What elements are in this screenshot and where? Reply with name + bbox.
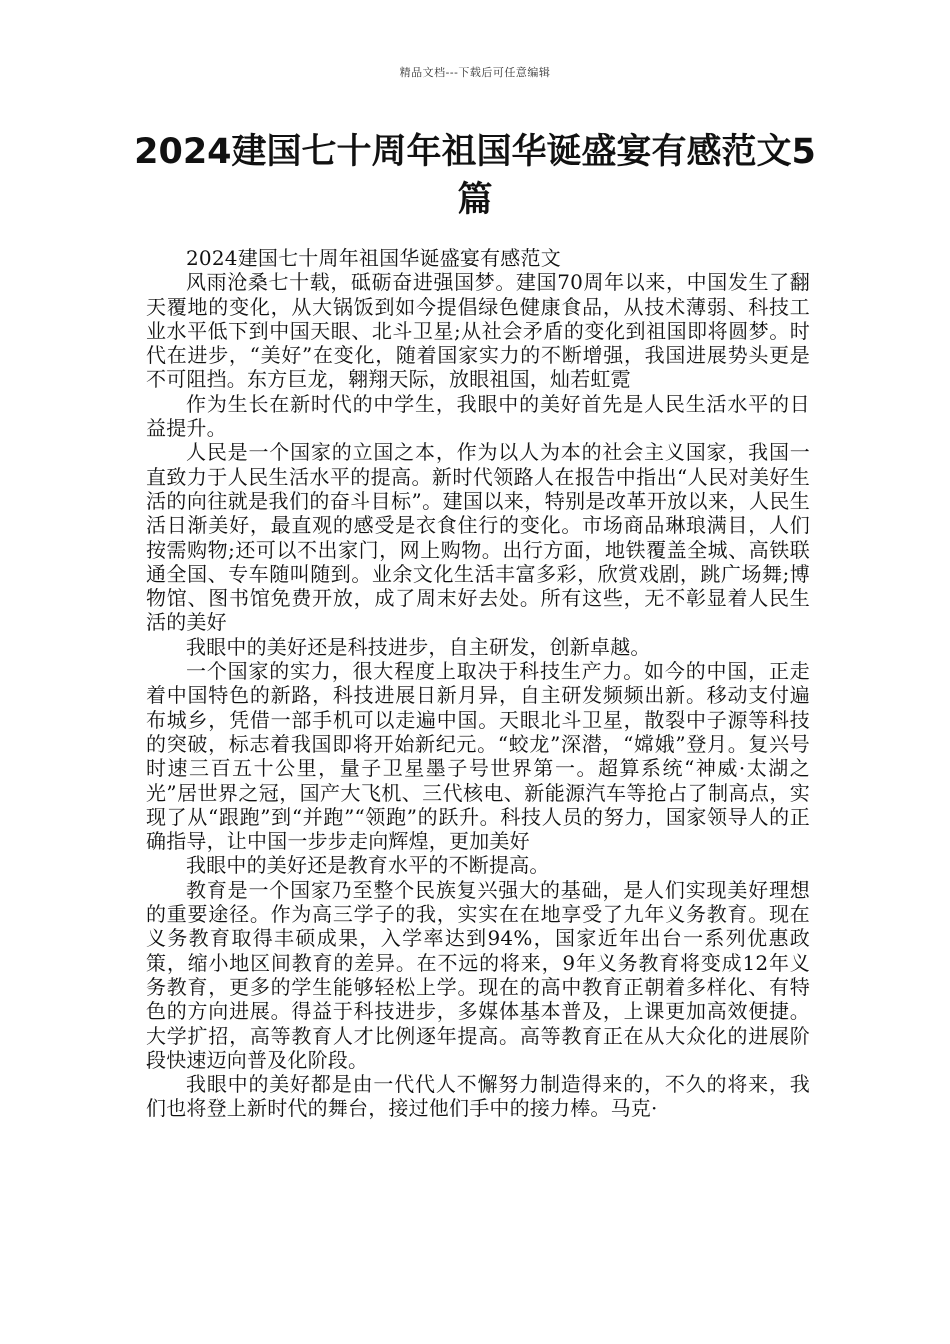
- paragraph-technology-detail: 一个国家的实力，很大程度上取决于科技生产力。如今的中国，正走着中国特色的新路，科技进展日新月异，自主研发频频出新。移动支付遍布城乡，凭借一部手机可以走遍中国。天眼北斗卫星，散裂中子源等科技的突破，标志着我国即将开始新纪元。“蛟龙”深潜，“嫦娥”登月。复兴号时速三百五十公里，量子卫星墨子号世界第一。超算系统“神威·太湖之光”居世界之冠，国产大飞机、三代核电、新能源汽车等抢占了制高点，实现了从“跟跑”到“并跑”“领跑”的跃升。科技人员的努力，国家领导人的正确指导，让中国一步步走向辉煌，更加美好: [146, 659, 810, 854]
- paragraph-subtitle: 2024建国七十周年祖国华诞盛宴有感范文: [186, 246, 561, 270]
- paragraph-intro: 风雨沧桑七十载，砥砺奋进强国梦。建国70周年以来，中国发生了翻天覆地的变化，从大锅饭到如今提倡绿色健康食品，从技术薄弱、科技工业水平低下到中国天眼、北斗卫星;从社会矛盾的变化到祖国即将圆梦。时代在进步，“美好”在变化，随着国家实力的不断增强，我国进展势头更是不可阻挡。东方巨龙，翱翔天际，放眼祖国，灿若虹霓: [146, 270, 810, 392]
- paragraph-point-technology: 我眼中的美好还是科技进步，自主研发，创新卓越。: [186, 634, 651, 659]
- page-header: 精品文档---下载后可任意编辑: [399, 66, 551, 79]
- paragraph-point-living: 作为生长在新时代的中学生，我眼中的美好首先是人民生活水平的日益提升。: [146, 391, 810, 441]
- document-body: [146, 246, 810, 1121]
- paragraph-education-detail: 教育是一个国家乃至整个民族复兴强大的基础，是人们实现美好理想的重要途径。作为高三学子的我，实实在在地享受了九年义务教育。现在义务教育取得丰硕成果，入学率达到94%，国家近年出台一系列优惠政策，缩小地区间教育的差异。在不远的将来，9年义务教育将变成12年义务教育，更多的学生能够轻松上学。现在的高中教育正朝着多样化、有特色的方向进展。得益于科技进步，多媒体基本普及，上课更加高效便捷。大学扩招，高等教育人才比例逐年提高。高等教育正在从大众化的进展阶段快速迈向普及化阶段。: [146, 877, 810, 1072]
- paragraph-living-detail: 人民是一个国家的立国之本，作为以人为本的社会主义国家，我国一直致力于人民生活水平的提高。新时代领路人在报告中指出“人民对美好生活的向往就是我们的奋斗目标”。建国以来，特别是改革开放以来，人民生活日渐美好，最直观的感受是衣食住行的变化。市场商品琳琅满目，人们按需购物;还可以不出家门，网上购物。出行方面，地铁覆盖全城、高铁联通全国、专车随叫随到。业余文化生活丰富多彩，欣赏戏剧，跳广场舞;博物馆、图书馆免费开放，成了周末好去处。所有这些，无不彰显着人民生活的美好: [146, 440, 810, 635]
- paragraph-conclusion: 我眼中的美好都是由一代代人不懈努力制造得来的，不久的将来，我们也将登上新时代的舞台，接过他们手中的接力棒。马克·: [146, 1072, 810, 1121]
- paragraph-point-education: 我眼中的美好还是教育水平的不断提高。: [186, 853, 550, 878]
- document-title: 2024建国七十周年祖国华诞盛宴有感范文5篇: [134, 132, 816, 220]
